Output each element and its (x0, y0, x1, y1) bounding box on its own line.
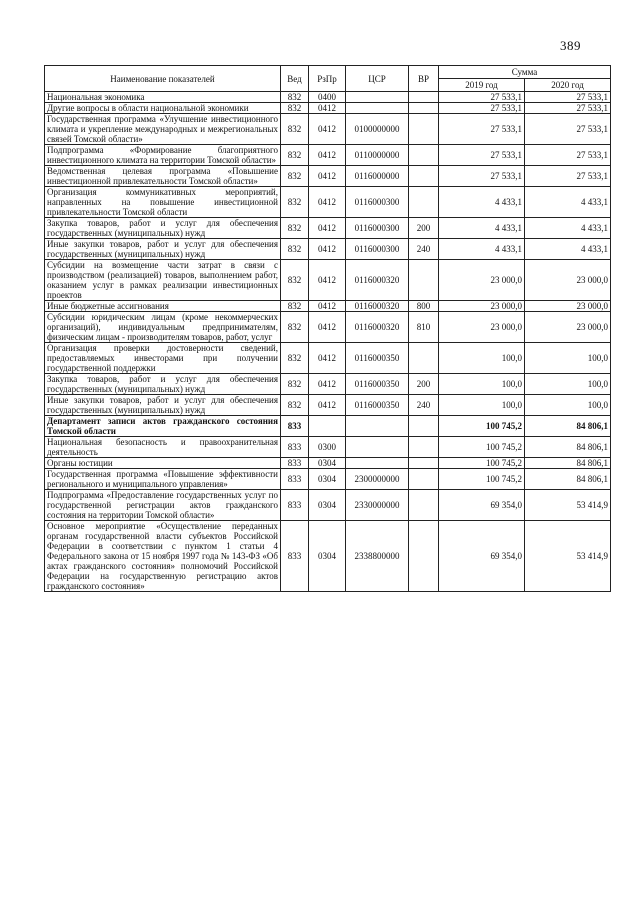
cell-ved: 832 (281, 166, 309, 187)
cell-ved: 833 (281, 458, 309, 469)
cell-vr (409, 521, 439, 592)
cell-ved: 832 (281, 92, 309, 103)
cell-rzpr: 0412 (309, 301, 346, 312)
cell-rzpr: 0412 (309, 260, 346, 301)
cell-sum-2020: 4 433,1 (525, 218, 611, 239)
cell-sum-2020: 100,0 (525, 374, 611, 395)
cell-name: Национальная экономика (45, 92, 281, 103)
cell-sum-2019: 23 000,0 (439, 260, 525, 301)
cell-name: Субсидии на возмещение части затрат в связи с производством (реализацией) товаров, выполнением работ, оказанием услуг в рамках реализации инвестиционных проектов (45, 260, 281, 301)
cell-name: Подпрограмма «Предоставление государственных услуг по государственной регистрации актов гражданского состояния на территории Томской области» (45, 490, 281, 521)
budget-table (44, 65, 611, 592)
cell-name: Государственная программа «Улучшение инвестиционного климата и укрепление международных и межрегиональных связей Томской области» (45, 114, 281, 145)
cell-vr (409, 187, 439, 218)
cell-rzpr: 0412 (309, 114, 346, 145)
cell-vr (409, 343, 439, 374)
cell-vr: 810 (409, 312, 439, 343)
table-row (45, 103, 611, 114)
cell-sum-2019: 4 433,1 (439, 218, 525, 239)
cell-rzpr: 0412 (309, 374, 346, 395)
cell-rzpr: 0412 (309, 166, 346, 187)
cell-ved: 832 (281, 114, 309, 145)
cell-sum-2020: 4 433,1 (525, 239, 611, 260)
cell-sum-2019: 4 433,1 (439, 239, 525, 260)
cell-rzpr: 0304 (309, 458, 346, 469)
cell-vr (409, 145, 439, 166)
cell-name: Иные закупки товаров, работ и услуг для обеспечения государственных (муниципальных) нужд (45, 239, 281, 260)
header-year-2020: 2020 год (525, 79, 611, 92)
cell-ved: 832 (281, 239, 309, 260)
cell-csr (346, 92, 409, 103)
cell-rzpr: 0400 (309, 92, 346, 103)
cell-ved: 832 (281, 187, 309, 218)
cell-sum-2019: 27 533,1 (439, 145, 525, 166)
cell-sum-2019: 100 745,2 (439, 458, 525, 469)
cell-name: Органы юстиции (45, 458, 281, 469)
header-year-2019: 2019 год (439, 79, 525, 92)
cell-csr: 0116000350 (346, 374, 409, 395)
cell-sum-2019: 27 533,1 (439, 92, 525, 103)
cell-vr (409, 490, 439, 521)
cell-sum-2020: 53 414,9 (525, 521, 611, 592)
cell-csr (346, 416, 409, 437)
cell-sum-2019: 100 745,2 (439, 437, 525, 458)
table-row (45, 416, 611, 437)
cell-ved: 832 (281, 312, 309, 343)
cell-rzpr: 0412 (309, 395, 346, 416)
cell-vr (409, 469, 439, 490)
cell-sum-2019: 27 533,1 (439, 114, 525, 145)
cell-rzpr: 0304 (309, 469, 346, 490)
table-row (45, 92, 611, 103)
cell-ved: 832 (281, 374, 309, 395)
table-row (45, 301, 611, 312)
header-name: Наименование показателей (45, 66, 281, 92)
cell-csr: 2330000000 (346, 490, 409, 521)
table-row (45, 469, 611, 490)
cell-sum-2019: 4 433,1 (439, 187, 525, 218)
cell-sum-2020: 27 533,1 (525, 92, 611, 103)
cell-name: Организация проверки достоверности сведений, предоставляемых инвесторами при получении государственной поддержки (45, 343, 281, 374)
cell-vr: 800 (409, 301, 439, 312)
cell-ved: 832 (281, 103, 309, 114)
cell-sum-2019: 100 745,2 (439, 416, 525, 437)
table-row (45, 490, 611, 521)
table-row (45, 395, 611, 416)
cell-csr: 0116000000 (346, 166, 409, 187)
cell-sum-2020: 100,0 (525, 395, 611, 416)
header-sum: Сумма (439, 66, 611, 79)
cell-rzpr: 0412 (309, 239, 346, 260)
header-vr: ВР (409, 66, 439, 92)
cell-name: Подпрограмма «Формирование благоприятного инвестиционного климата на территории Томской области» (45, 145, 281, 166)
cell-ved: 832 (281, 218, 309, 239)
cell-ved: 833 (281, 416, 309, 437)
cell-sum-2019: 27 533,1 (439, 103, 525, 114)
cell-csr: 0116000300 (346, 218, 409, 239)
cell-vr (409, 114, 439, 145)
cell-name: Закупка товаров, работ и услуг для обеспечения государственных (муниципальных) нужд (45, 218, 281, 239)
table-row (45, 312, 611, 343)
cell-sum-2020: 23 000,0 (525, 312, 611, 343)
cell-sum-2019: 100,0 (439, 343, 525, 374)
cell-csr (346, 458, 409, 469)
table-row (45, 239, 611, 260)
table-row (45, 218, 611, 239)
cell-name: Основное мероприятие «Осуществление переданных органам государственной власти субъектов Российской Федерации в соответствии с пунктом 1 статьи 4 Федерального закона от 15 ноября 1997 года № 143-ФЗ «Об актах гражданского состояния» полномочий Российской Федерации на государственную регистрацию актов гражданского состояния» (45, 521, 281, 592)
cell-sum-2020: 23 000,0 (525, 260, 611, 301)
cell-vr (409, 437, 439, 458)
cell-rzpr: 0304 (309, 521, 346, 592)
cell-csr: 0116000300 (346, 239, 409, 260)
cell-ved: 833 (281, 490, 309, 521)
cell-csr: 0116000320 (346, 260, 409, 301)
table-row (45, 437, 611, 458)
cell-name: Государственная программа «Повышение эффективности регионального и муниципального управления» (45, 469, 281, 490)
table-header (45, 66, 611, 92)
table-row (45, 187, 611, 218)
cell-sum-2020: 100,0 (525, 343, 611, 374)
cell-vr (409, 103, 439, 114)
cell-rzpr: 0412 (309, 343, 346, 374)
header-rzpr: РзПр (309, 66, 346, 92)
cell-sum-2020: 53 414,9 (525, 490, 611, 521)
cell-vr: 200 (409, 374, 439, 395)
cell-csr: 0116000300 (346, 187, 409, 218)
header-csr: ЦСР (346, 66, 409, 92)
cell-ved: 832 (281, 145, 309, 166)
cell-sum-2020: 84 806,1 (525, 458, 611, 469)
cell-csr: 2300000000 (346, 469, 409, 490)
cell-ved: 832 (281, 343, 309, 374)
cell-sum-2020: 84 806,1 (525, 437, 611, 458)
cell-ved: 833 (281, 469, 309, 490)
cell-ved: 833 (281, 437, 309, 458)
cell-ved: 833 (281, 521, 309, 592)
cell-ved: 832 (281, 301, 309, 312)
cell-csr: 2338800000 (346, 521, 409, 592)
cell-rzpr: 0412 (309, 312, 346, 343)
cell-sum-2019: 100 745,2 (439, 469, 525, 490)
cell-sum-2020: 27 533,1 (525, 114, 611, 145)
cell-vr: 200 (409, 218, 439, 239)
cell-ved: 832 (281, 395, 309, 416)
cell-rzpr: 0412 (309, 187, 346, 218)
cell-csr: 0100000000 (346, 114, 409, 145)
cell-rzpr: 0304 (309, 490, 346, 521)
table-row (45, 260, 611, 301)
cell-sum-2020: 84 806,1 (525, 416, 611, 437)
cell-sum-2020: 27 533,1 (525, 103, 611, 114)
cell-vr: 240 (409, 239, 439, 260)
cell-vr (409, 458, 439, 469)
cell-ved: 832 (281, 260, 309, 301)
table-row (45, 166, 611, 187)
cell-name: Иные закупки товаров, работ и услуг для обеспечения государственных (муниципальных) нужд (45, 395, 281, 416)
cell-name: Другие вопросы в области национальной экономики (45, 103, 281, 114)
cell-rzpr: 0300 (309, 437, 346, 458)
table-row (45, 458, 611, 469)
cell-sum-2020: 23 000,0 (525, 301, 611, 312)
cell-name: Субсидии юридическим лицам (кроме некоммерческих организаций), индивидуальным предпринимателям, физическим лицам - производителям товаров, работ, услуг (45, 312, 281, 343)
table-row (45, 114, 611, 145)
cell-name: Департамент записи актов гражданского состояния Томской области (45, 416, 281, 437)
cell-rzpr: 0412 (309, 218, 346, 239)
table-row (45, 145, 611, 166)
cell-name: Ведомственная целевая программа «Повышение инвестиционной привлекательности Томской области» (45, 166, 281, 187)
header-ved: Вед (281, 66, 309, 92)
cell-csr: 0116000350 (346, 395, 409, 416)
cell-rzpr: 0412 (309, 103, 346, 114)
cell-csr: 0110000000 (346, 145, 409, 166)
table-row (45, 374, 611, 395)
cell-vr (409, 166, 439, 187)
cell-vr (409, 92, 439, 103)
cell-csr (346, 103, 409, 114)
cell-name: Закупка товаров, работ и услуг для обеспечения государственных (муниципальных) нужд (45, 374, 281, 395)
table-row (45, 521, 611, 592)
cell-sum-2019: 23 000,0 (439, 312, 525, 343)
cell-sum-2020: 27 533,1 (525, 166, 611, 187)
cell-sum-2019: 69 354,0 (439, 490, 525, 521)
cell-csr: 0116000320 (346, 312, 409, 343)
cell-sum-2019: 100,0 (439, 395, 525, 416)
cell-name: Организация коммуникативных мероприятий, направленных на повышение инвестиционной привлекательности Томской области (45, 187, 281, 218)
table-body (45, 92, 611, 592)
cell-csr: 0116000320 (346, 301, 409, 312)
page-number: 389 (560, 38, 581, 53)
cell-name: Национальная безопасность и правоохранительная деятельность (45, 437, 281, 458)
cell-csr: 0116000350 (346, 343, 409, 374)
table-row (45, 343, 611, 374)
cell-vr (409, 416, 439, 437)
cell-vr (409, 260, 439, 301)
cell-sum-2020: 27 533,1 (525, 145, 611, 166)
cell-sum-2019: 27 533,1 (439, 166, 525, 187)
cell-rzpr: 0412 (309, 145, 346, 166)
cell-csr (346, 437, 409, 458)
cell-sum-2020: 84 806,1 (525, 469, 611, 490)
cell-name: Иные бюджетные ассигнования (45, 301, 281, 312)
cell-sum-2019: 69 354,0 (439, 521, 525, 592)
cell-vr: 240 (409, 395, 439, 416)
cell-sum-2020: 4 433,1 (525, 187, 611, 218)
cell-sum-2019: 23 000,0 (439, 301, 525, 312)
cell-sum-2019: 100,0 (439, 374, 525, 395)
cell-rzpr (309, 416, 346, 437)
